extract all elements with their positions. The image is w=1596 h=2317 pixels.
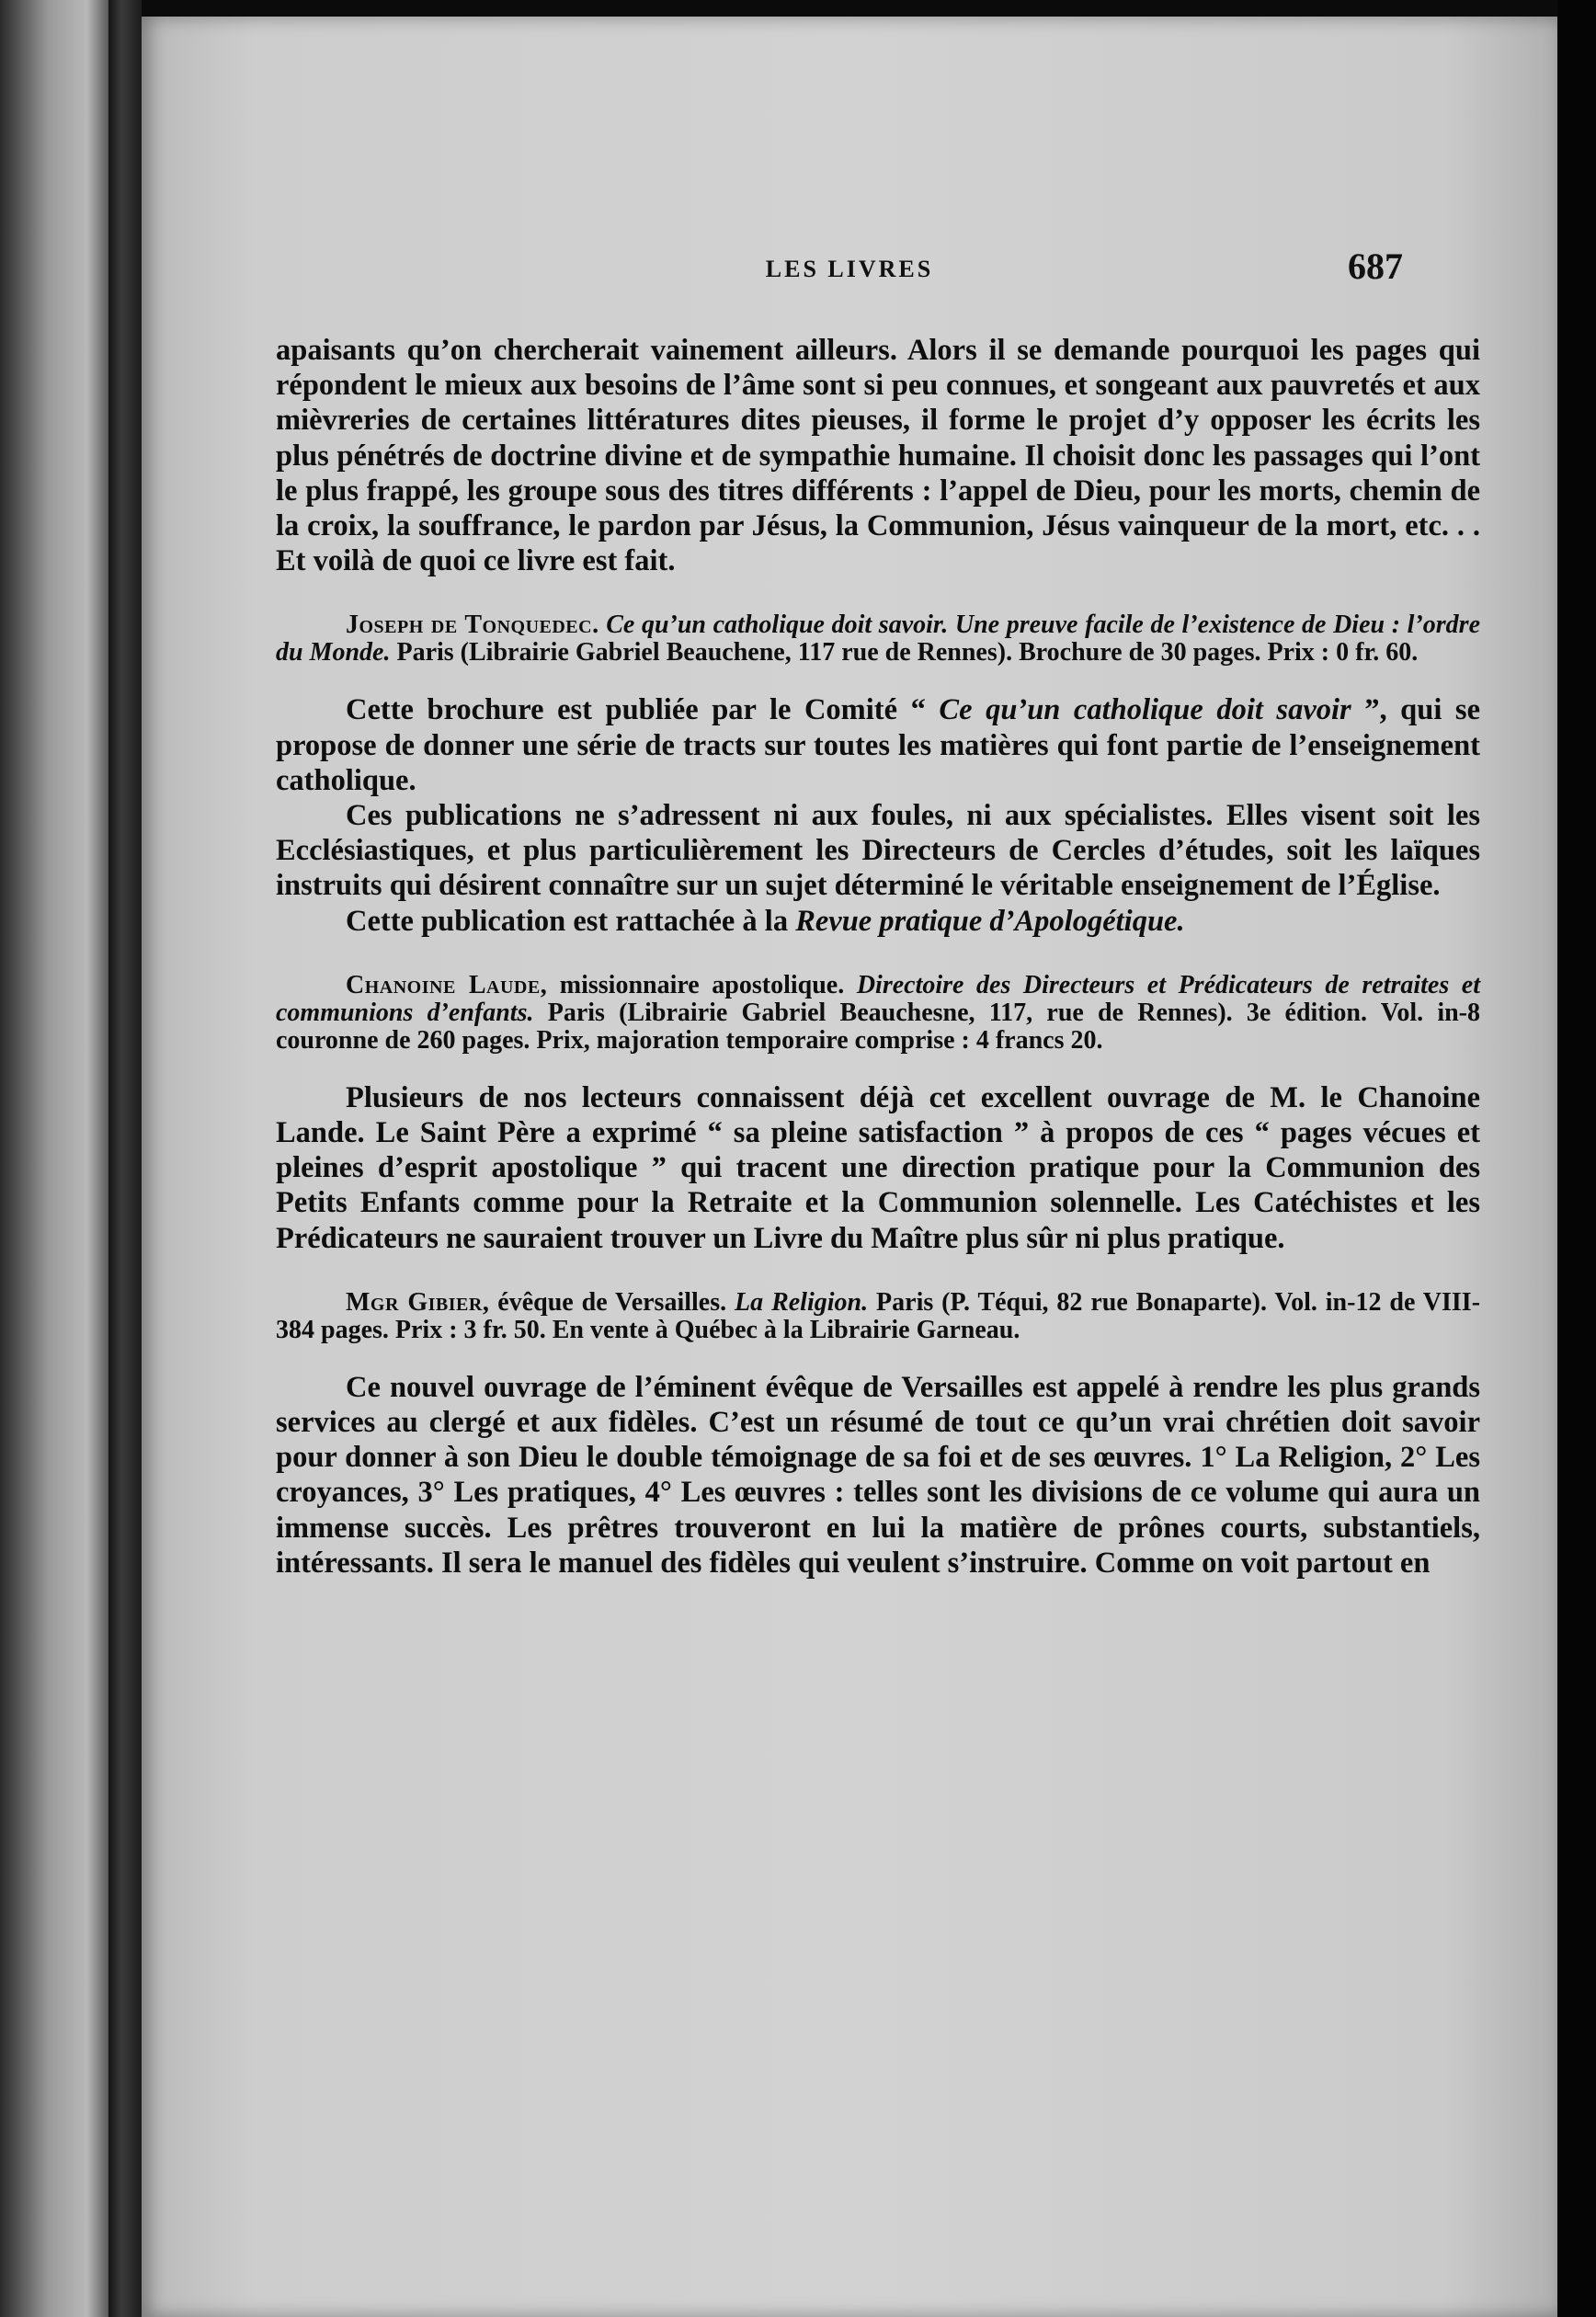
entry-title: La Religion. xyxy=(735,1287,869,1317)
book-page xyxy=(142,17,1557,2317)
book-entry-gibier xyxy=(276,1289,1480,1344)
entry-details: Paris (Librairie Gabriel Beauchesne, 117, rue de Rennes). 3e édition. Vol. in-8 couronne de 260 pages. Prix, majoration temporaire comprise : 4 francs 20. xyxy=(276,998,1481,1055)
paragraph-gibier-review: Ce nouvel ouvrage de l’éminent évêque de Versailles est appelé à rendre les plus grands services au clergé et aux fidèles. C’est un résumé de tout ce qu’un vrai chrétien doit savoir pour donner à son Dieu le double témoignage de sa foi et de ses œuvres. 1° La Religion, 2° Les croyances, 3° Les pratiques, 4° Les œuvres : telles sont les divisions de ce volume qui aura un immense succès. Les prêtres trouveront en lui la matière de prônes courts, substantiels, intéressants. Il sera le manuel des fidèles qui veulent s’instruire. Comme on voit partout en xyxy=(276,1370,1480,1580)
paragraph-publications: Ces publications ne s’adressent ni aux foules, ni aux spécialistes. Elles visent soit les Ecclésiastiques, et plus particulièrement les Directeurs de Cercles d’études, soit les laïques instruits qui désirent connaître sur un sujet déterminé le véritable enseignement de l’Église. xyxy=(276,799,1480,903)
paragraph-brochure xyxy=(276,692,1480,798)
entry-author: Joseph de Tonquedec. xyxy=(346,611,599,640)
scan-border xyxy=(1557,0,1596,2317)
book-gutter xyxy=(108,0,142,2317)
paragraph-text: Cette brochure est publiée par le Comité “ xyxy=(346,693,926,727)
paragraph-text: Cette publication est rattachée à la xyxy=(346,904,789,938)
series-title: Ce qu’un catholique doit savoir xyxy=(939,693,1351,727)
revue-title: Revue pratique d’Apologétique. xyxy=(795,904,1185,938)
entry-details: Paris (P. Téqui, 82 rue Bonaparte). Vol. in-12 de VIII-384 pages. Prix : 3 fr. 50. En vente à Québec à la Librairie Garneau. xyxy=(276,1287,1481,1344)
entry-author: Chanoine Laude, xyxy=(346,970,548,999)
entry-title: Directoire des Directeurs et Prédicateurs de retraites et communions d’enfants. xyxy=(276,970,1481,1027)
book-entry-tonquedec xyxy=(276,611,1480,667)
paragraph-text: ”, qui se propose de donner une série de tracts sur toutes les matières qui font partie de l’enseignement catholique. xyxy=(276,693,1480,797)
entry-author: Mgr Gibier, xyxy=(346,1287,490,1317)
paragraph-continued: apaisants qu’on chercherait vainement ailleurs. Alors il se demande pourquoi les pages qui répondent le mieux aux besoins de l’âme sont si peu connues, et songeant aux pauvretés et aux mièvreries de certaines littératures dites pieuses, il forme le projet d’y opposer les écrits les plus pénétrés de doctrine divine et de sympathie humaine. Il choisit donc les passages qui l’ont le plus frappé, les groupe sous des titres différents : l’appel de Dieu, pour les morts, chemin de la croix, la souffrance, le pardon par Jésus, la Communion, Jésus vainqueur de la mort, etc. . . Et voilà de quoi ce livre est fait. xyxy=(276,334,1480,578)
entry-role: évêque de Versailles. xyxy=(497,1287,727,1317)
running-head: LES LIVRES xyxy=(765,256,934,282)
page-text xyxy=(276,333,1480,1581)
book-entry-laude xyxy=(276,972,1480,1055)
paragraph-laude-review: Plusieurs de nos lecteurs connaissent déjà cet excellent ouvrage de M. le Chanoine Lande. Le Saint Père a exprimé “ sa pleine satisfaction ” à propos de ces “ pages vécues et pleines d’esprit apostolique ” qui tracent une direction pratique pour la Communion des Petits Enfants comme pour la Retraite et la Communion solennelle. Les Catéchistes et les Prédicateurs ne sauraient trouver un Livre du Maître plus sûr ni plus pratique. xyxy=(276,1080,1480,1255)
entry-title: Ce qu’un catholique doit savoir. Une preuve facile de l’existence de Dieu : l’ordre du Monde. xyxy=(276,611,1480,668)
entry-role: missionnaire apostolique. xyxy=(559,970,845,999)
entry-details: Paris (Librairie Gabriel Beauchene, 117 rue de Rennes). Brochure de 30 pages. Prix : 0 fr. 60. xyxy=(396,638,1419,668)
left-page-edge xyxy=(0,0,108,2317)
page-number: 687 xyxy=(1348,245,1403,287)
paragraph-revue xyxy=(276,904,1480,939)
